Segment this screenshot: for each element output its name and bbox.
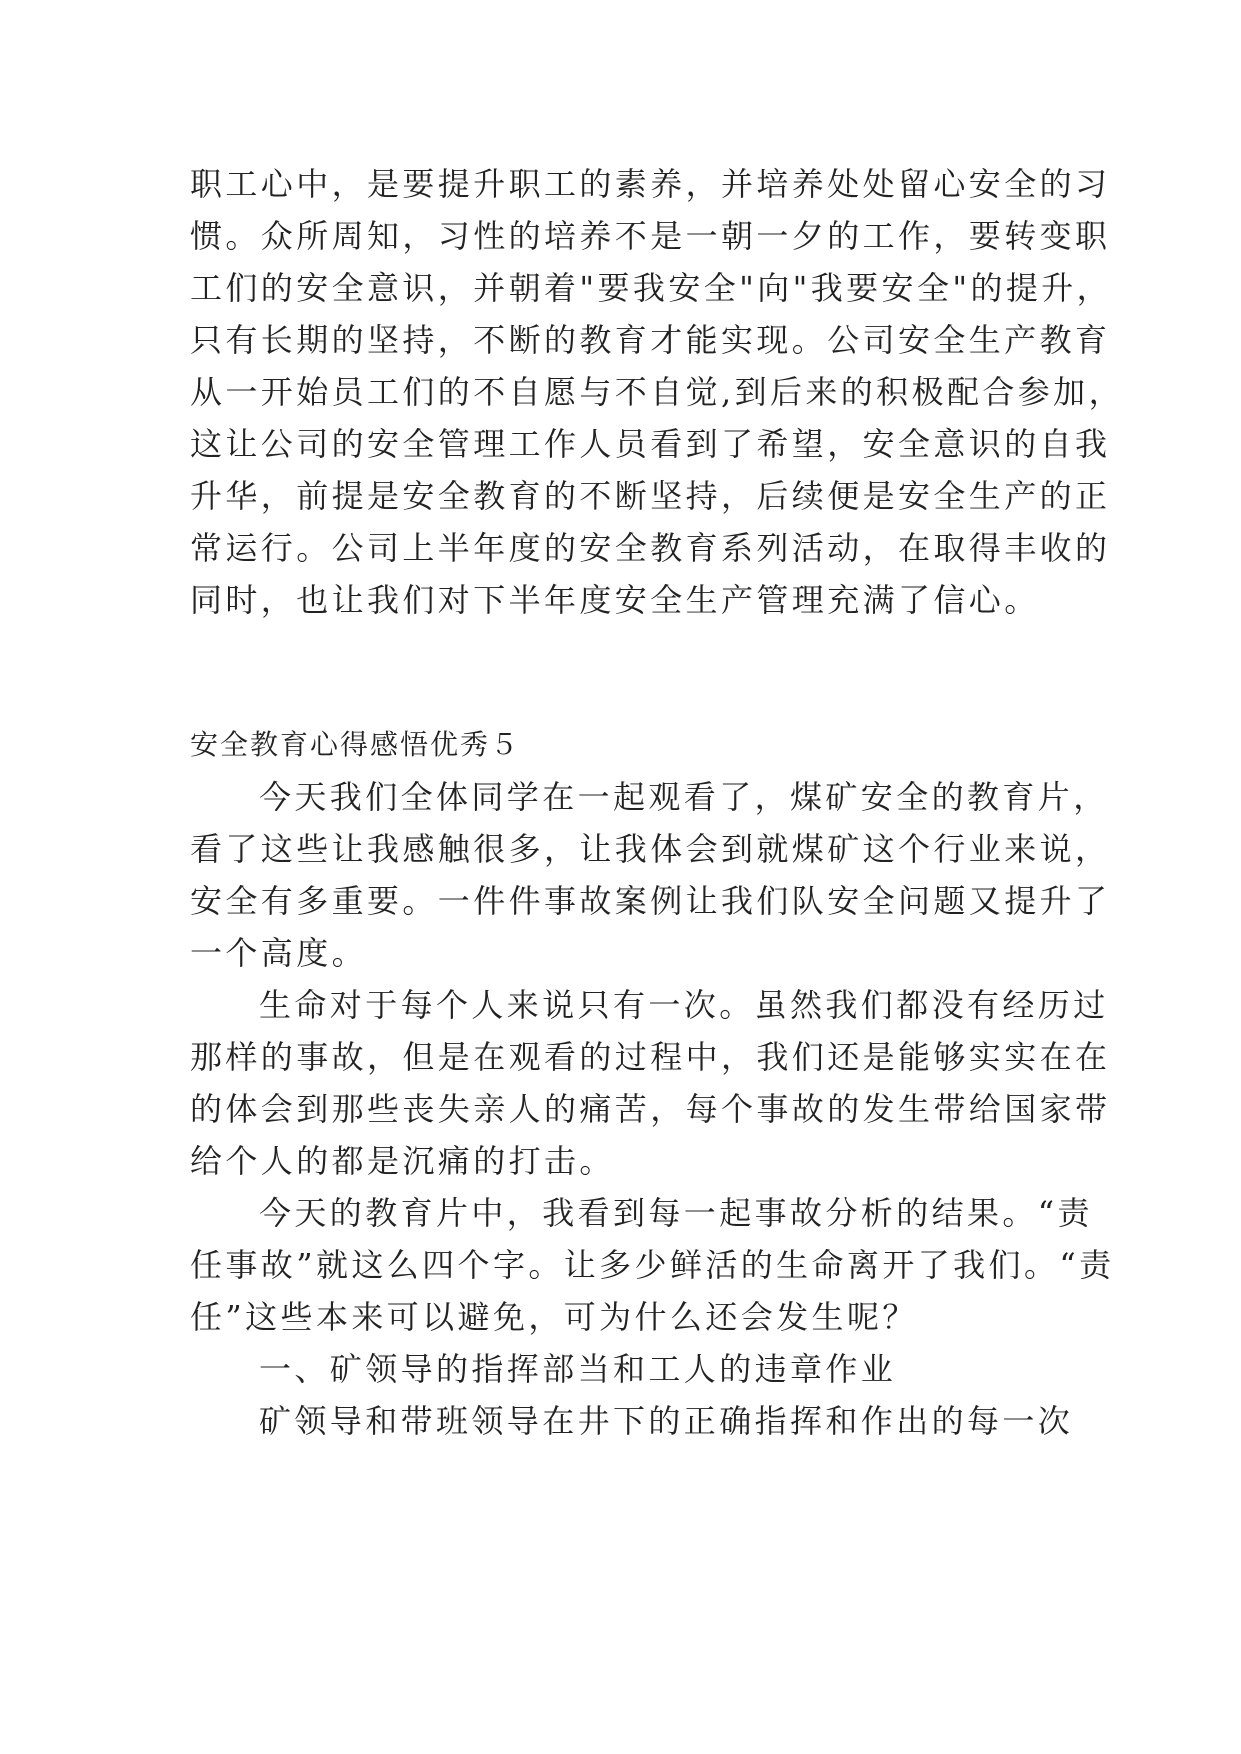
- text-line: 看了这些让我感触很多，让我体会到就煤矿这个行业来说，: [190, 830, 1111, 868]
- paragraph-2: [190, 979, 1111, 1187]
- text-line: 从一开始员工们的不自愿与不自觉,到后来的积极配合参加，: [190, 373, 1124, 411]
- paragraph-3: [190, 1187, 1115, 1343]
- continued-paragraph: [190, 158, 1124, 678]
- section-title: 安全教育心得感悟优秀５: [190, 728, 521, 761]
- text-line: 只有长期的坚持，不断的教育才能实现。公司安全生产教育: [190, 321, 1111, 359]
- text-line: 常运行。公司上半年度的安全教育系列活动，在取得丰收的: [190, 529, 1111, 567]
- section-spacer: [190, 678, 1070, 719]
- text-line: 职工心中，是要提升职工的素养，并培养处处留心安全的习: [190, 165, 1111, 203]
- text-line: 任”这些本来可以避免，可为什么还会发生呢？: [190, 1298, 918, 1336]
- document-page: [190, 158, 1124, 1447]
- sub-heading: 一、矿领导的指挥部当和工人的违章作业: [259, 1350, 897, 1388]
- text-line: 今天我们全体同学在一起观看了，煤矿安全的教育片，: [259, 778, 1109, 816]
- paragraph-1: [190, 771, 1111, 979]
- text-line: 工们的安全意识，并朝着"要我安全"向"我要安全"的提升，: [190, 269, 1113, 307]
- text-line: 那样的事故，但是在观看的过程中，我们还是能够实实在在: [190, 1038, 1111, 1076]
- text-line: 今天的教育片中，我看到每一起事故分析的结果。“责: [259, 1194, 1093, 1232]
- text-line: 安全有多重要。一件件事故案例让我们队安全问题又提升了: [190, 882, 1111, 920]
- paragraph-4: [190, 1395, 1074, 1447]
- text-line: 给个人的都是沉痛的打击。: [190, 1142, 615, 1180]
- text-line: 同时，也让我们对下半年度安全生产管理充满了信心。: [190, 581, 1040, 619]
- text-line: 一个高度。: [190, 934, 368, 972]
- text-line: 的体会到那些丧失亲人的痛苦，每个事故的发生带给国家带: [190, 1090, 1111, 1128]
- text-line: 惯。众所周知，习性的培养不是一朝一夕的工作，要转变职: [190, 217, 1111, 255]
- text-line: 任事故”就这么四个字。让多少鲜活的生命离开了我们。“责: [190, 1246, 1115, 1284]
- text-line: 升华，前提是安全教育的不断坚持，后续便是安全生产的正: [190, 477, 1111, 515]
- text-line: 生命对于每个人来说只有一次。虽然我们都没有经历过: [259, 986, 1109, 1024]
- text-line: 矿领导和带班领导在井下的正确指挥和作出的每一次: [259, 1402, 1074, 1440]
- text-line: 这让公司的安全管理工作人员看到了希望，安全意识的自我: [190, 425, 1111, 463]
